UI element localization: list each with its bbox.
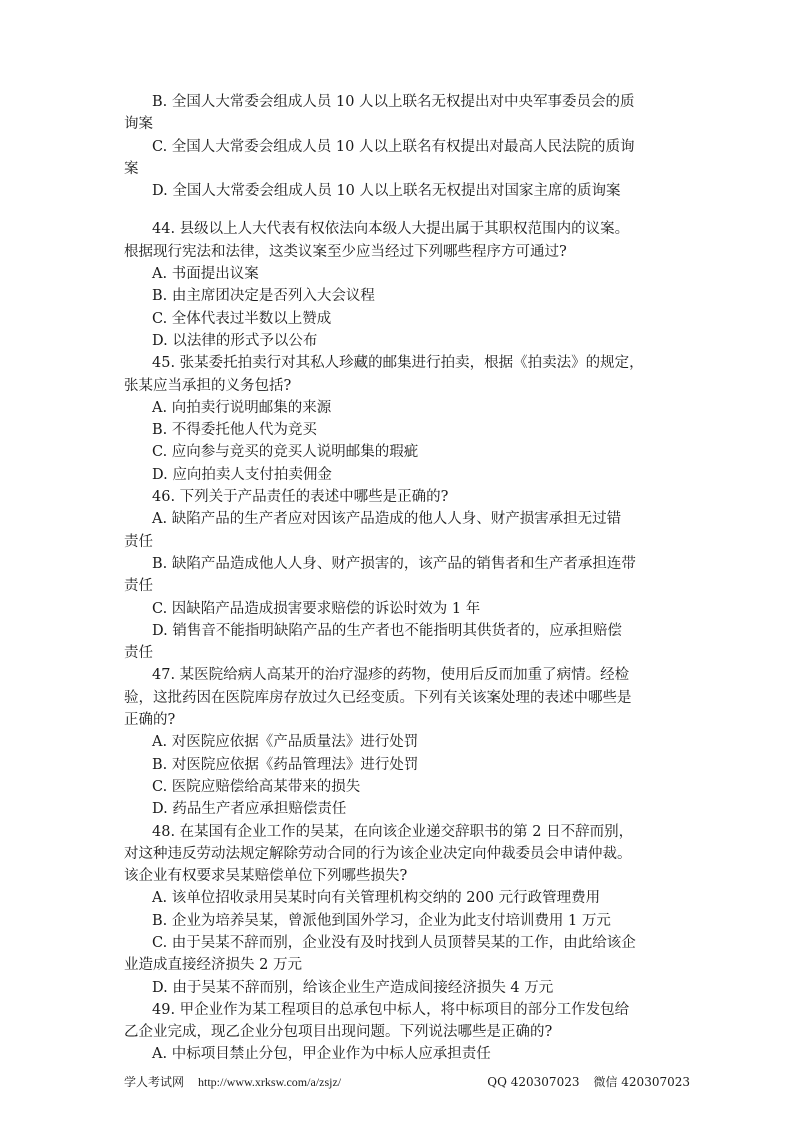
- continuation-line: 验，这批药因在医院库房存放过久已经变质。下列有关该案处理的表述中哪些是: [124, 689, 632, 706]
- option-line: A. 中标项目禁止分包，甲企业作为中标人应承担责任: [152, 1046, 491, 1063]
- continuation-line: 根据现行宪法和法律，这类议案至少应当经过下列哪些程序方可通过?: [124, 243, 567, 260]
- option-line: D. 销售音不能指明缺陷产品的生产者也不能指明其供货者的，应承担赔偿: [152, 622, 622, 639]
- question-line: 45. 张某委托拍卖行对其私人珍藏的邮集进行拍卖，根据《拍卖法》的规定，: [152, 355, 644, 372]
- document-body: [124, 91, 690, 1066]
- question-line: 47. 某医院给病人高某开的治疗湿疹的药物，使用后反而加重了病情。经检: [152, 667, 630, 684]
- paragraph-gap: [124, 202, 690, 218]
- option-line: A. 该单位招收录用吴某时向有关管理机构交纳的 200 元行政管理费用: [152, 890, 601, 907]
- continuation-line: 责任: [124, 578, 153, 595]
- option-line: C. 医院应赔偿给高某带来的损失: [152, 778, 361, 795]
- continuation-line: 询案: [124, 116, 153, 133]
- footer-url[interactable]: http://www.xrksw.com/a/zsjz/: [198, 1075, 342, 1089]
- option-line: B. 由主席团决定是否列入大会议程: [152, 288, 375, 305]
- option-line: A. 缺陷产品的生产者应对因该产品造成的他人人身、财产损害承担无过错: [152, 511, 622, 528]
- continuation-line: 对这种违反劳动法规定解除劳动合同的行为该企业决定向仲裁委员会申请仲裁。: [124, 845, 632, 862]
- option-line: B. 全国人大常委会组成人员 10 人以上联名无权提出对中央军事委员会的质: [152, 94, 635, 110]
- question-line: 46. 下列关于产品责任的表述中哪些是正确的?: [152, 489, 449, 506]
- option-line: A. 向拍卖行说明邮集的来源: [152, 399, 332, 416]
- option-line: C. 应向参与竞买的竞买人说明邮集的瑕疵: [152, 444, 419, 461]
- option-line: D. 以法律的形式予以公布: [152, 332, 318, 349]
- question-line: 48. 在某国有企业工作的吴某，在向该企业递交辞职书的第 2 日不辞而别，: [152, 823, 634, 840]
- option-line: D. 由于吴某不辞而别，给该企业生产造成间接经济损失 4 万元: [152, 979, 554, 996]
- option-line: C. 全体代表过半数以上赞成: [152, 310, 332, 327]
- continuation-line: 该企业有权要求吴某赔偿单位下列哪些损失?: [124, 868, 408, 885]
- question-line: 44. 县级以上人大代表有权依法向本级人大提出属于其职权范围内的议案。: [152, 221, 630, 238]
- option-line: B. 对医院应依据《药品管理法》进行处罚: [152, 756, 419, 773]
- footer-wechat: 微信 420307023: [593, 1075, 690, 1089]
- footer-qq: QQ 420307023: [487, 1075, 580, 1089]
- option-line: A. 书面提出议案: [152, 266, 259, 283]
- continuation-line: 责任: [124, 533, 153, 550]
- footer-right: [487, 1073, 690, 1090]
- continuation-line: 张某应当承担的义务包括?: [124, 377, 292, 394]
- option-line: C. 全国人大常委会组成人员 10 人以上联名有权提出对最高人民法院的质询: [152, 138, 635, 155]
- continuation-line: 正确的?: [124, 712, 176, 729]
- continuation-line: 业造成直接经济损失 2 万元: [124, 957, 302, 974]
- option-line: D. 全国人大常委会组成人员 10 人以上联名无权提出对国家主席的质询案: [152, 183, 621, 200]
- option-line: B. 缺陷产品造成他人人身、财产损害的，该产品的销售者和生产者承担连带: [152, 555, 636, 572]
- option-line: C. 由于吴某不辞而别，企业没有及时找到人员顶替吴某的工作，由此给该企: [152, 934, 636, 951]
- page-footer: [124, 1073, 690, 1093]
- option-line: B. 企业为培养吴某，曾派他到国外学习，企业为此支付培训费用 1 万元: [152, 912, 611, 929]
- continuation-line: 乙企业完成，现乙企业分包项目出现问题。下列说法哪些是正确的?: [124, 1024, 553, 1041]
- footer-left: [124, 1073, 341, 1090]
- question-line: 49. 甲企业作为某工程项目的总承包中标人，将中标项目的部分工作发包给: [152, 1001, 630, 1018]
- continuation-line: 责任: [124, 645, 153, 662]
- option-line: A. 对医院应依据《产品质量法》进行处罚: [152, 734, 419, 751]
- option-line: C. 因缺陷产品造成损害要求赔偿的诉讼时效为 1 年: [152, 600, 481, 617]
- option-line: D. 药品生产者应承担赔偿责任: [152, 801, 347, 818]
- footer-site-name: 学人考试网: [124, 1075, 185, 1089]
- option-line: D. 应向拍卖人支付拍卖佣金: [152, 466, 332, 483]
- option-line: B. 不得委托他人代为竞买: [152, 422, 317, 439]
- continuation-line: 案: [124, 160, 139, 177]
